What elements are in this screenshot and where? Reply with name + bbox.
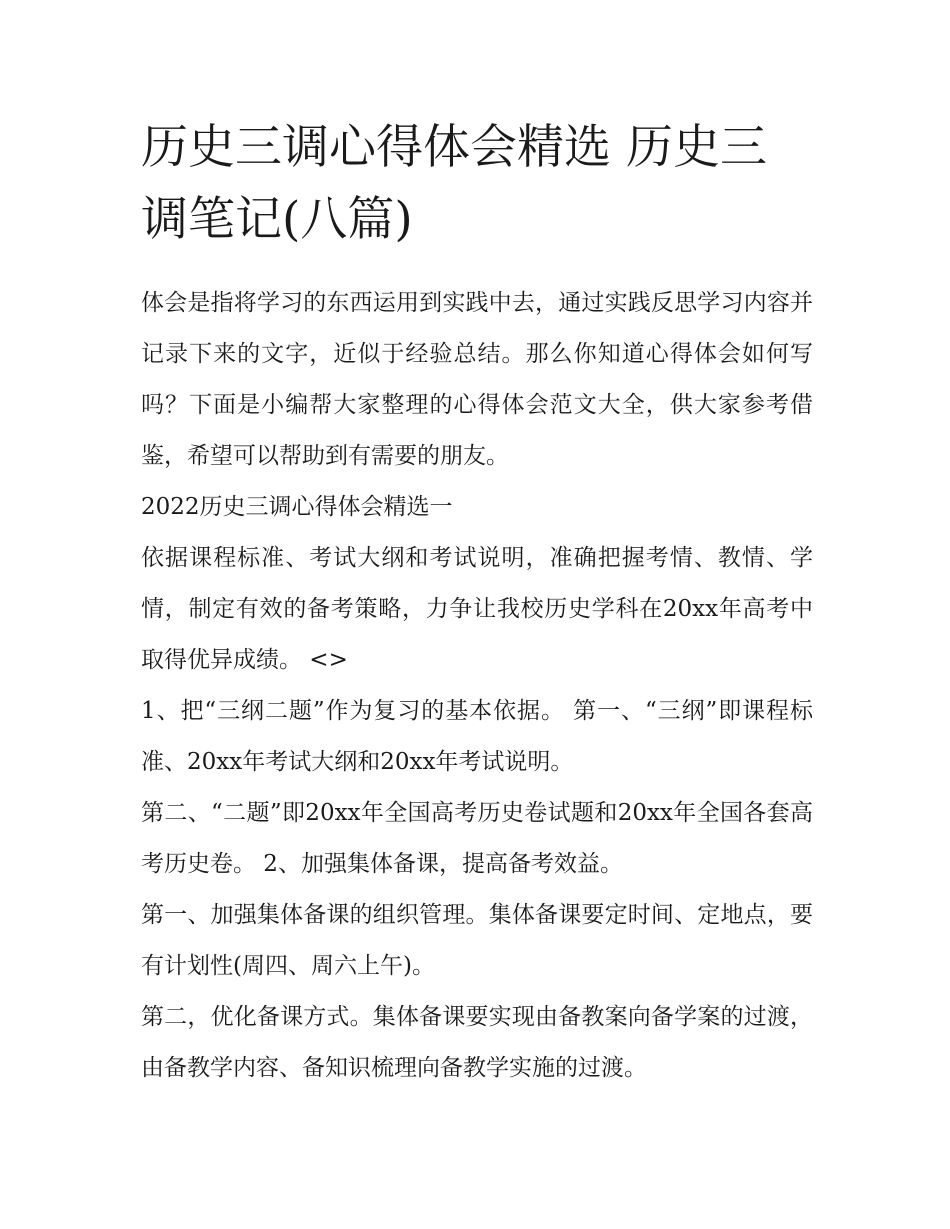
section-heading: 2022历史三调心得体会精选一 bbox=[141, 494, 453, 520]
body-paragraph: 1、把“三纲二题”作为复习的基本依据。 第一、“三纲”即课程标准、20xx年考试大纲和20xx年考试说明。 bbox=[141, 698, 813, 775]
body-paragraph: 依据课程标准、考试大纲和考试说明，准确把握考情、教情、学情，制定有效的备考策略，力争让我校历史学科在20xx年高考中取得优异成绩。 <> bbox=[141, 545, 813, 673]
document-page bbox=[141, 112, 813, 1094]
body-paragraph: 第一、加强集体备课的组织管理。集体备课要定时间、定地点，要有计划性(周四、周六上午)。 bbox=[141, 902, 813, 979]
document-title: 历史三调心得体会精选 历史三调笔记(八篇) bbox=[141, 120, 767, 247]
body-paragraph: 第二、“二题”即20xx年全国高考历史卷试题和20xx年全国各套高考历史卷。 2、加强集体备课，提高备考效益。 bbox=[141, 800, 813, 877]
intro-paragraph: 体会是指将学习的东西运用到实践中去，通过实践反思学习内容并记录下来的文字，近似于经验总结。那么你知道心得体会如何写吗？下面是小编帮大家整理的心得体会范文大全，供大家参考借鉴，希望可以帮助到有需要的朋友。 bbox=[141, 290, 813, 469]
body-paragraph: 第二，优化备课方式。集体备课要实现由备教案向备学案的过渡，由备教学内容、备知识梳理向备教学实施的过渡。 bbox=[141, 1004, 813, 1081]
